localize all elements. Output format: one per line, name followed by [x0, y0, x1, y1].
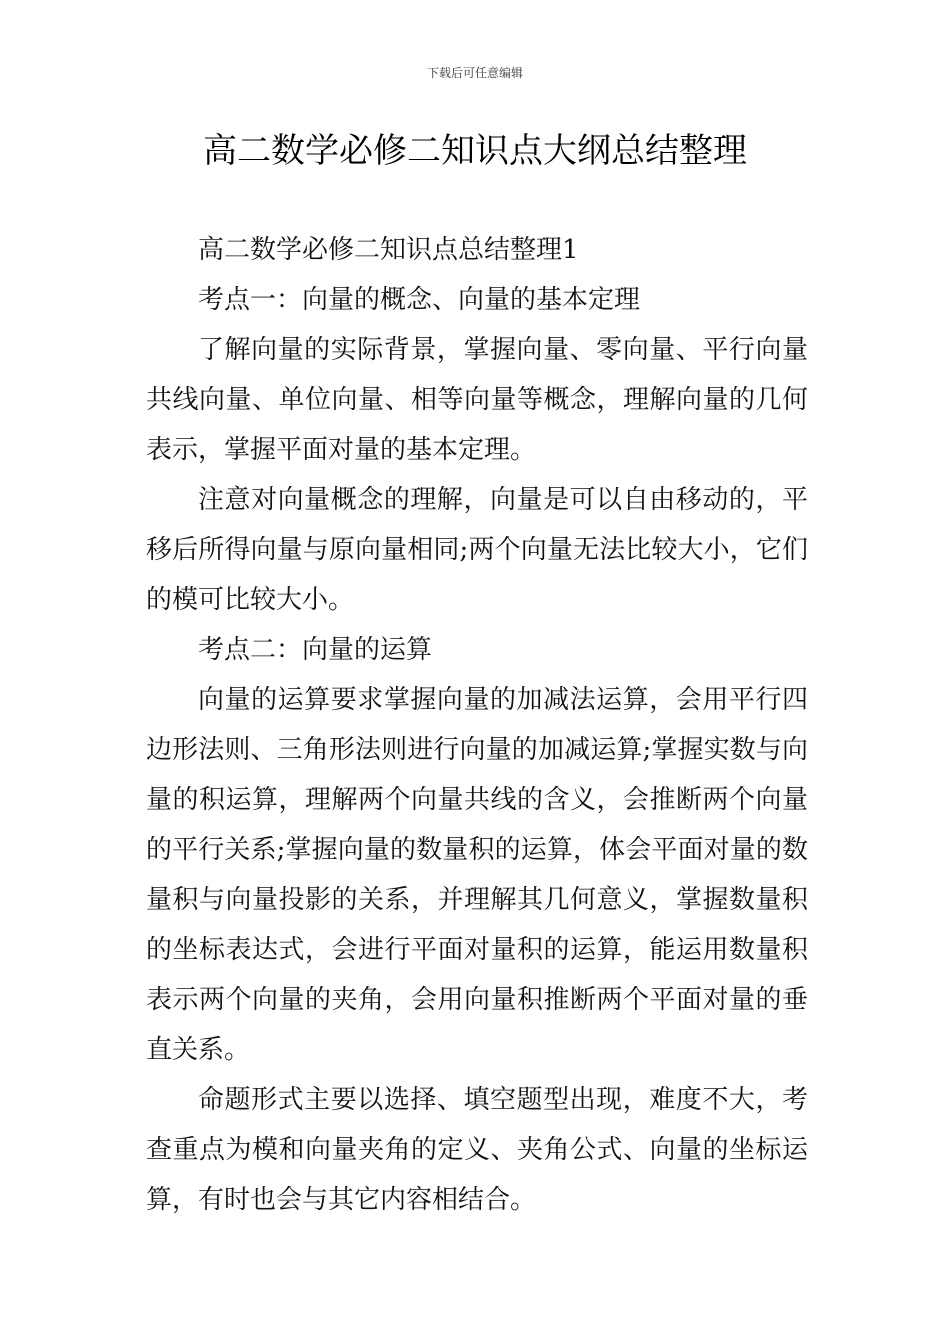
section-heading: 高二数学必修二知识点总结整理1 — [198, 235, 579, 265]
body-paragraph: 了解向量的实际背景，掌握向量、零向量、平行向量共线向量、单位向量、相等向量等概念，理解向量的几何表示，掌握平面对量的基本定理。 — [146, 335, 808, 465]
body-paragraph: 命题形式主要以选择、填空题型出现，难度不大，考查重点为模和向量夹角的定义、夹角公式、向量的坐标运算，有时也会与其它内容相结合。 — [146, 1085, 808, 1215]
document-body — [146, 225, 808, 1225]
header-note: 下载后可任意编辑 — [426, 66, 523, 80]
point-heading: 考点二：向量的运算 — [198, 635, 433, 665]
point-heading: 考点一：向量的概念、向量的基本定理 — [198, 285, 641, 315]
body-paragraph: 注意对向量概念的理解，向量是可以自由移动的，平移后所得向量与原向量相同;两个向量无法比较大小，它们的模可比较大小。 — [146, 485, 808, 615]
body-paragraph: 向量的运算要求掌握向量的加减法运算，会用平行四边形法则、三角形法则进行向量的加减运算;掌握实数与向量的积运算，理解两个向量共线的含义，会推断两个向量的平行关系;掌握向量的数量积的运算，体会平面对量的数量积与向量投影的关系，并理解其几何意义，掌握数量积的坐标表达式，会进行平面对量积的运算，能运用数量积表示两个向量的夹角，会用向量积推断两个平面对量的垂直关系。 — [146, 685, 808, 1065]
document-title: 高二数学必修二知识点大纲总结整理 — [203, 131, 747, 171]
